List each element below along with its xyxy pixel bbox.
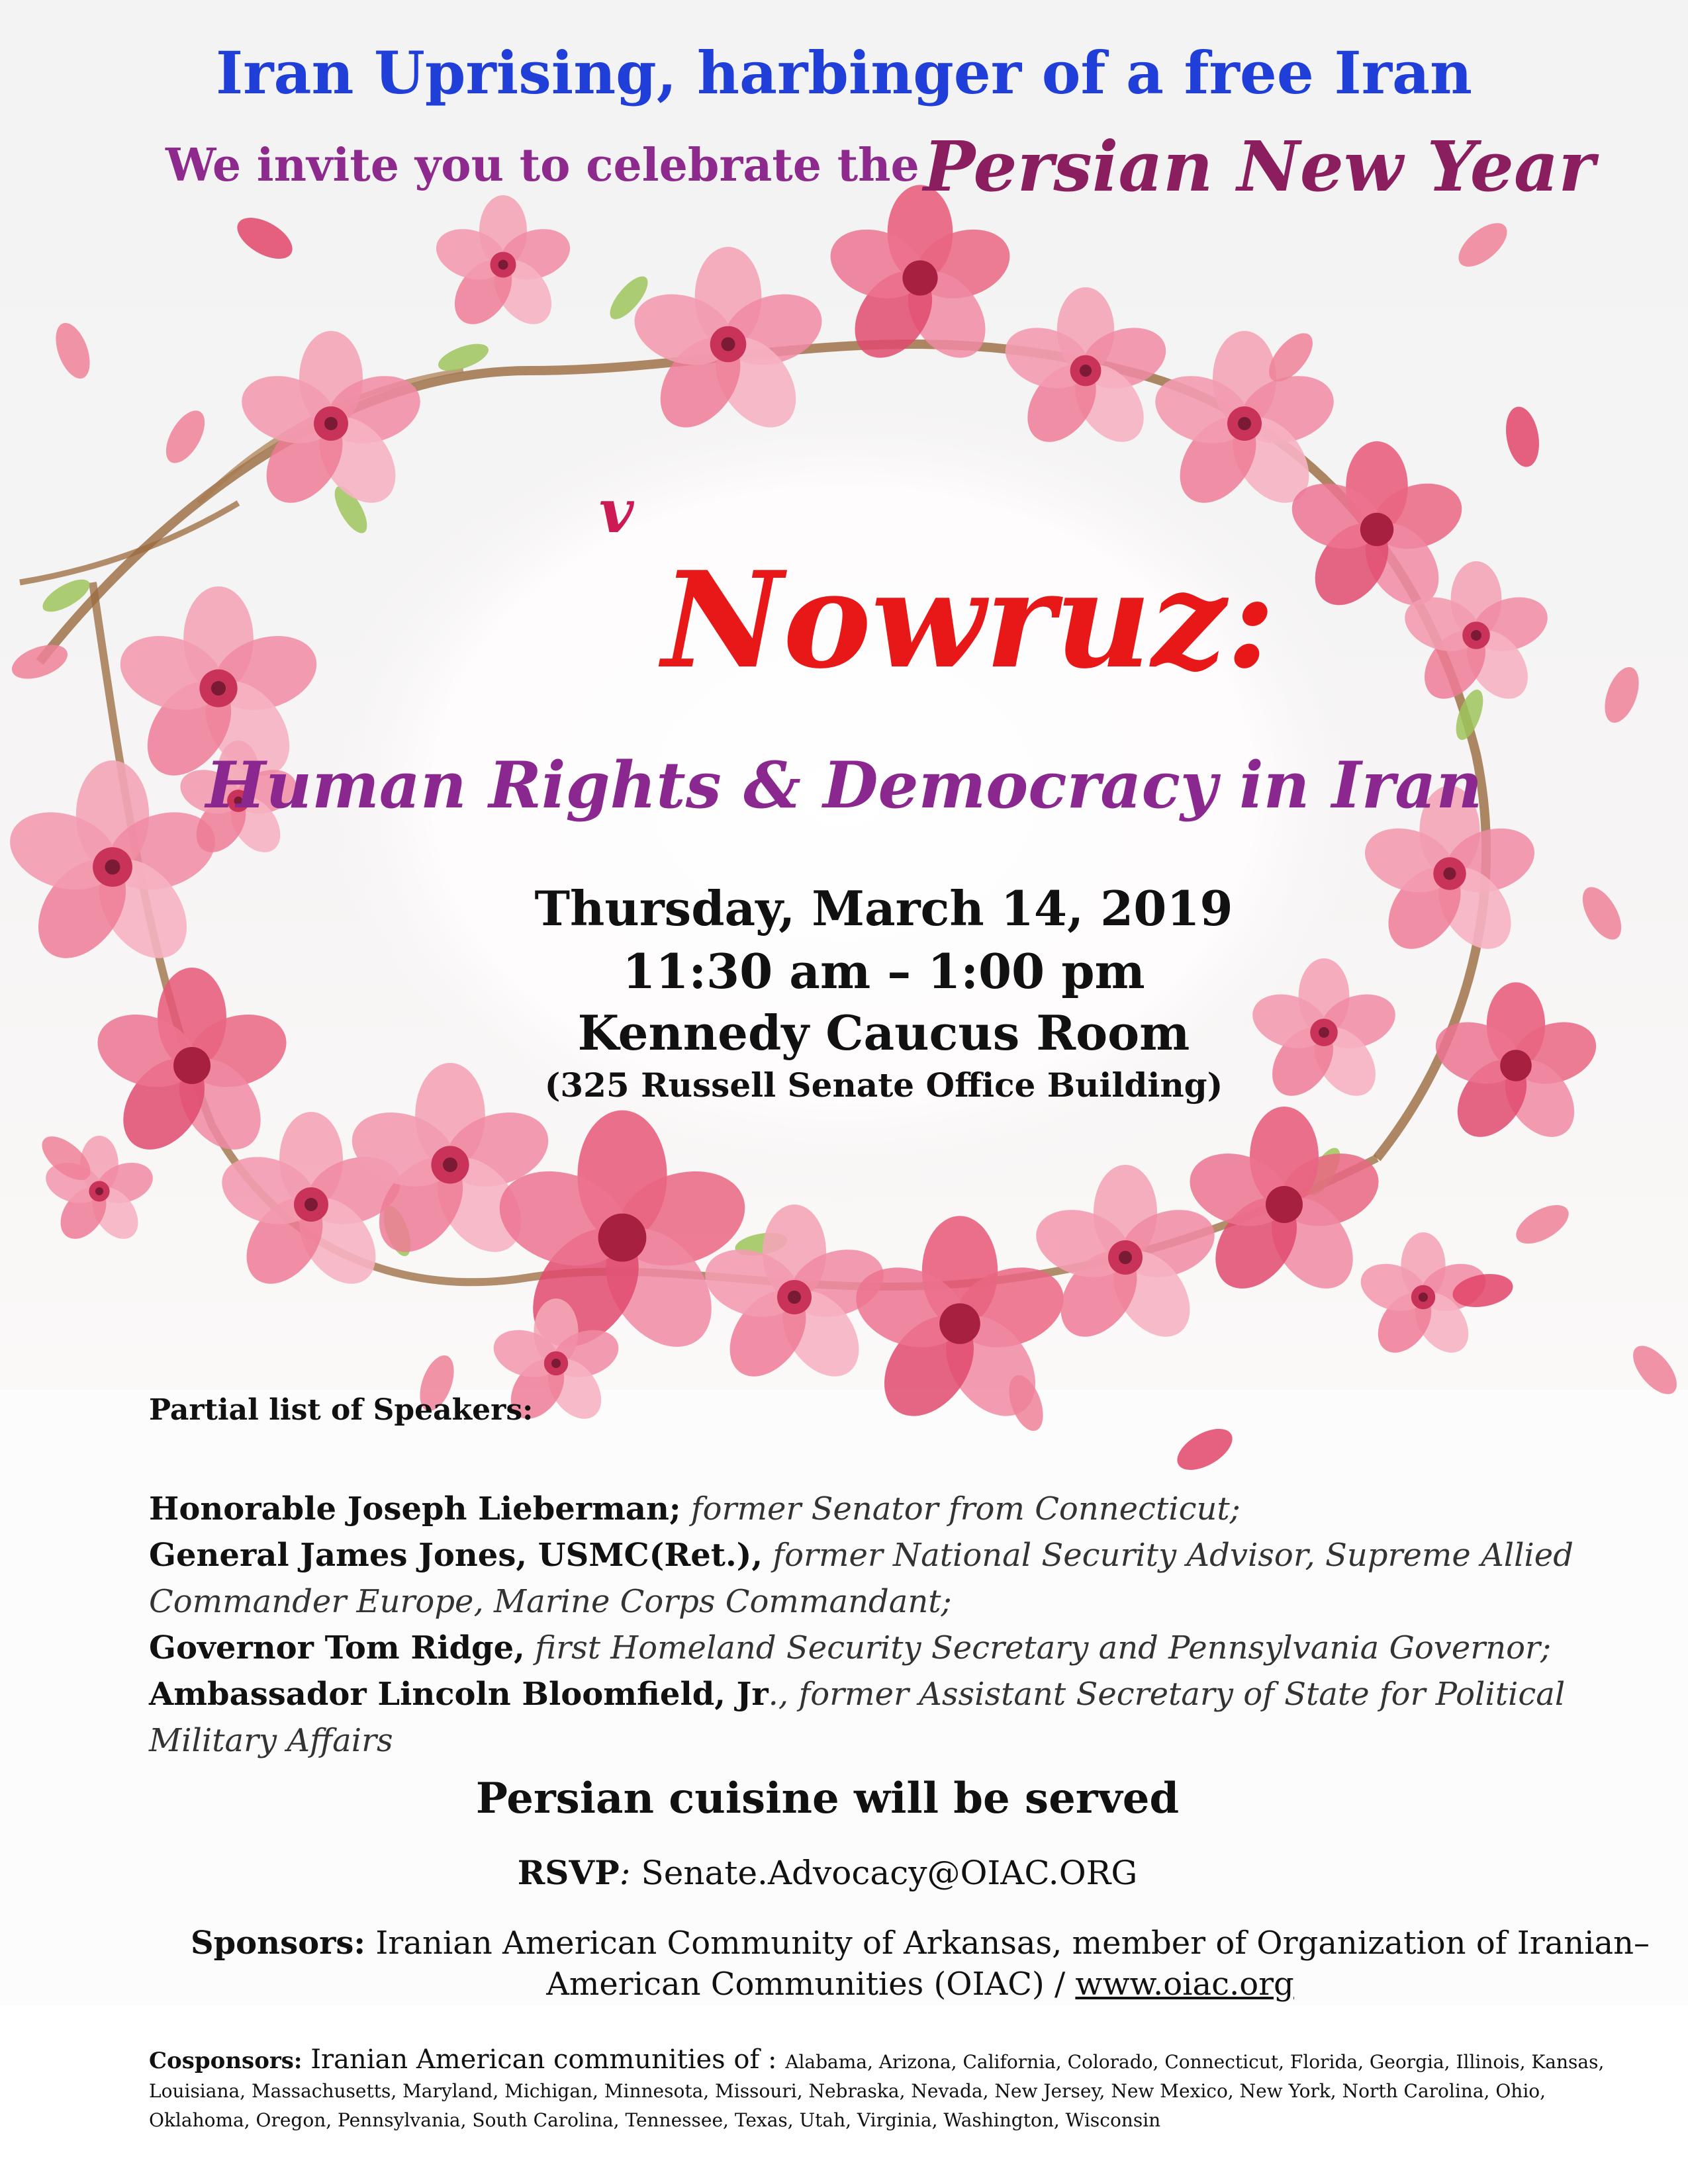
rsvp-email[interactable]: Senate.Advocacy@OIAC.ORG [641, 1854, 1138, 1892]
rsvp-separator: : [619, 1854, 641, 1892]
event-room: Kennedy Caucus Room [577, 1005, 1190, 1061]
speaker-name: Honorable Joseph Lieberman; [149, 1490, 681, 1527]
speaker-name: Governor Tom Ridge, [149, 1629, 525, 1666]
speaker-item [149, 1625, 1632, 1671]
speaker-title: ., former Assistant Secretary of State for Political Military Affairs [149, 1676, 1566, 1759]
invite-line: We invite you to celebrate the [165, 139, 919, 192]
speaker-item [149, 1671, 1632, 1764]
cosponsors-intro: Iranian American communities of : [302, 2044, 786, 2075]
event-title: Nowruz: [662, 543, 1276, 698]
speaker-name: General James Jones, USMC(Ret.), [149, 1537, 763, 1574]
rsvp-line [0, 1853, 1655, 1892]
nowruz-mark: v [599, 477, 634, 547]
speaker-name: Ambassador Lincoln Bloomfield, Jr [149, 1676, 769, 1713]
rsvp-label: RSVP [517, 1853, 620, 1892]
sponsors-label: Sponsors: [190, 1925, 366, 1962]
sponsors-block [159, 1923, 1681, 2005]
event-time: 11:30 am – 1:00 pm [622, 943, 1145, 999]
persian-new-year-title: Persian New Year [923, 126, 1595, 207]
sponsors-text: Iranian American Community of Arkansas, member of Organization of Iranian–American Communities (OIAC) / [365, 1925, 1650, 2003]
speaker-item [149, 1532, 1632, 1625]
speaker-title: former Senator from Connecticut; [680, 1490, 1241, 1527]
sponsor-website-link[interactable]: www.oiac.org [1075, 1966, 1294, 2003]
speaker-item [149, 1486, 1632, 1532]
event-date: Thursday, March 14, 2019 [534, 880, 1233, 936]
headline: Iran Uprising, harbinger of a free Iran [215, 38, 1472, 107]
cosponsors-states: Alabama, Arizona, California, Colorado, Connecticut, Florida, Georgia, Illinois, Kansas, Louisiana, Massachusetts, Maryland, Michigan, Minnesota, Missouri, Nebraska, Nevada, New Jersey, New Mexico, New York, North Carolina, Ohio, Oklahoma, Oregon, Pennsylvania, South Carolina, Tennessee, Texas, Utah, Virginia, Washington, Wisconsin [149, 2051, 1605, 2131]
speaker-title: former National Security Advisor, Supreme Allied Commander Europe, Marine Corps Commandant; [149, 1537, 1573, 1620]
cosponsors-block [149, 2045, 1625, 2135]
speakers-heading: Partial list of Speakers: [149, 1393, 534, 1427]
event-building: (325 Russell Senate Office Building) [544, 1066, 1223, 1105]
speaker-title: first Homeland Security Secretary and Pennsylvania Governor; [524, 1629, 1552, 1666]
cosponsors-label: Cosponsors: [149, 2048, 303, 2074]
event-subtitle: Human Rights & Democracy in Iran [205, 748, 1483, 823]
cuisine-note: Persian cuisine will be served [475, 1774, 1180, 1823]
